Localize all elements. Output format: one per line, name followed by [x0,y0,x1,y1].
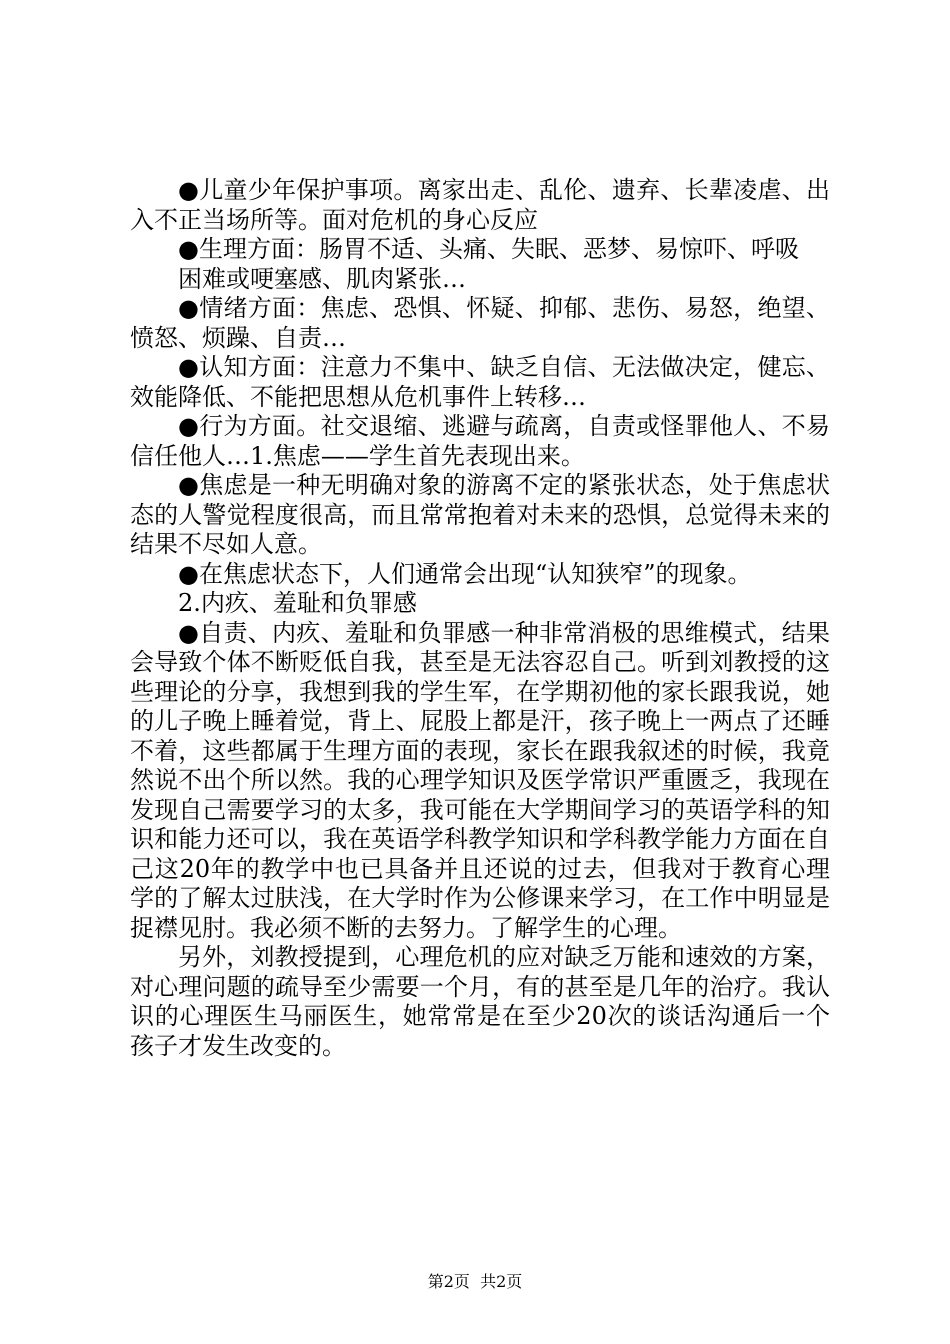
paragraph-cognitive-narrowing: ●在焦虑状态下，人们通常会出现“认知狭窄”的现象。 [178,559,752,588]
paragraph-anxiety-definition: ●焦虑是一种无明确对象的游离不定的紧张状态，处于焦虑状态的人警觉程度很高，而且常常抱着对未来的恐惧，总觉得未来的结果不尽如人意。 [130,471,830,558]
page-total: 共2页 [480,1272,523,1291]
paragraph-emotional: ●情绪方面：焦虑、恐惧、怀疑、抑郁、悲伤、易怒，绝望、愤怒、烦躁、自责… [130,294,830,352]
page-number: 第2页 [427,1272,470,1291]
footer-spacer [470,1272,480,1291]
paragraph-cognitive: ●认知方面：注意力不集中、缺乏自信、无法做决定，健忘、效能降低、不能把思想从危机事件上转移… [130,353,830,411]
paragraph-physiological-continued: 困难或哽塞感、肌肉紧张… [178,264,466,293]
paragraph-behavioral: ●行为方面。社交退缩、逃避与疏离，自责或怪罪他人、不易信任他人…1.焦虑——学生首先表现出来。 [130,412,830,470]
page-footer [0,1272,950,1292]
paragraph-child-protection: ●儿童少年保护事项。离家出走、乱伦、遗弃、长辈凌虐、出入不正当场所等。面对危机的身心反应 [130,176,830,234]
paragraph-self-blame: ●自责、内疚、羞耻和负罪感一种非常消极的思维模式，结果会导致个体不断贬低自我，甚至是无法容忍自己。听到刘教授的这些理论的分享，我想到我的学生军，在学期初他的家长跟我说，她的儿子晚上睡着觉，背上、屁股上都是汗，孩子晚上一两点了还睡不着，这些都属于生理方面的表现，家长在跟我叙述的时候，我竟然说不出个所以然。我的心理学知识及医学常识严重匮乏，我现在发现自己需要学习的太多，我可能在大学期间学习的英语学科的知识和能力还可以，我在英语学科教学知识和学科教学能力方面在自己这20年的教学中也已具备并且还说的过去，但我对于教育心理学的了解太过肤浅，在大学时作为公修课来学习，在工作中明显是捉襟见肘。我必须不断的去努力。了解学生的心理。 [130,618,830,942]
section-heading-guilt: 2.内疚、羞耻和负罪感 [178,589,417,617]
document-body [130,176,830,1061]
paragraph-physiological: ●生理方面：肠胃不适、头痛、失眠、恶梦、易惊吓、呼吸 [178,235,799,263]
paragraph-crisis-response: 另外，刘教授提到，心理危机的应对缺乏万能和速效的方案，对心理问题的疏导至少需要一个月，有的甚至是几年的治疗。我认识的心理医生马丽医生，她常常是在至少20次的谈话沟通后一个孩子才发生改变的。 [130,943,830,1060]
